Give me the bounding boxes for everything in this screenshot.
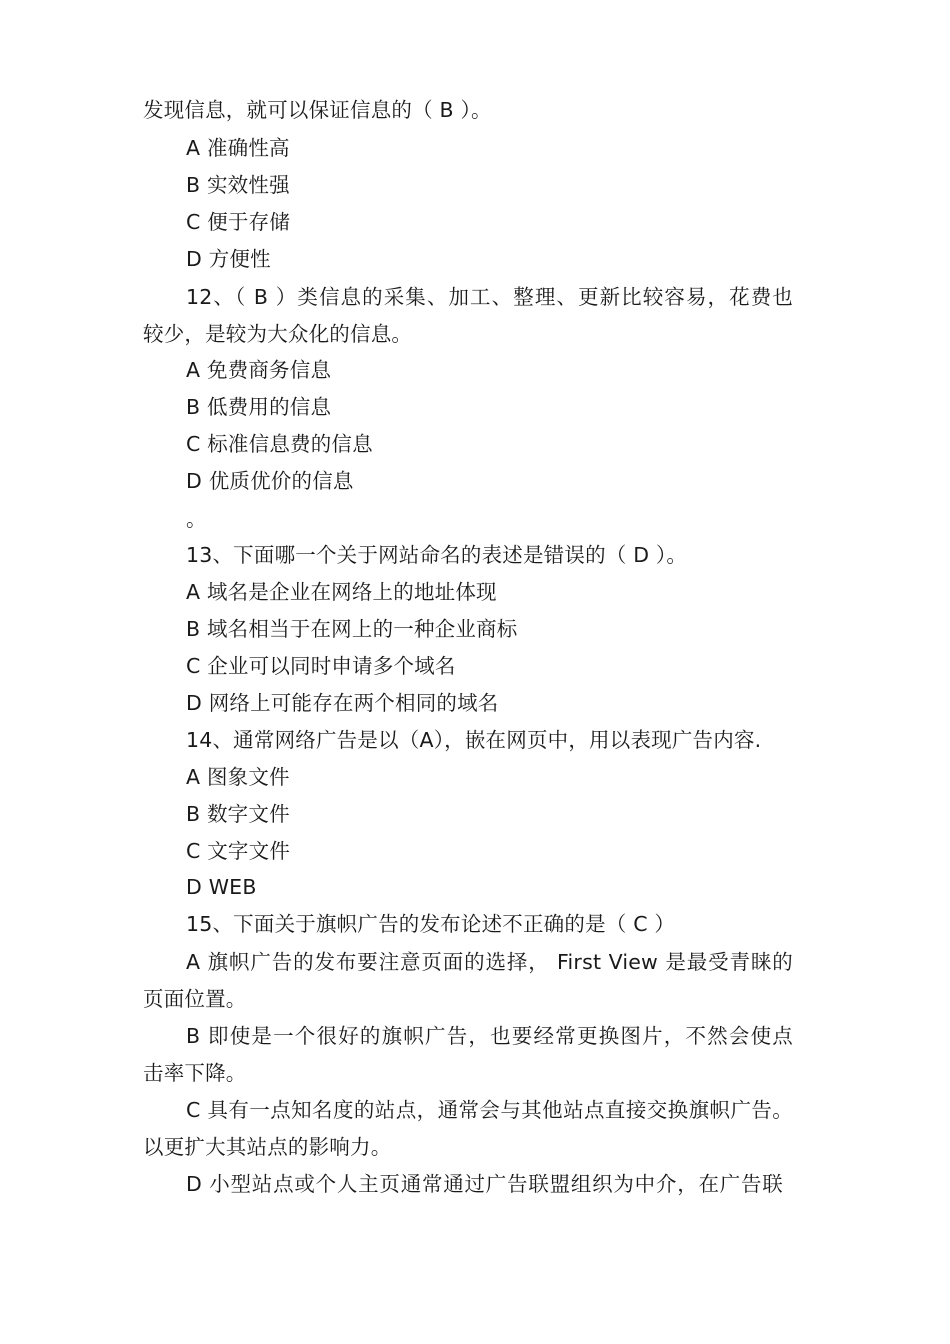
option-line: A 旗帜广告的发布要注意页面的选择， First View 是最受青睐的: [186, 950, 793, 974]
option-line: A 图象文件: [186, 765, 290, 789]
text-line: 发现信息，就可以保证信息的（ B ）。: [143, 98, 492, 122]
option-line: C 企业可以同时申请多个域名: [186, 654, 456, 678]
text-line: 击率下降。: [143, 1061, 247, 1085]
option-line: D 小型站点或个人主页通常通过广告联盟组织为中介，在广告联: [186, 1172, 783, 1196]
option-line: D 网络上可能存在两个相同的域名: [186, 691, 499, 715]
option-line: D WEB: [186, 875, 257, 899]
text-line: 。: [186, 507, 207, 531]
question-line: 15、下面关于旗帜广告的发布论述不正确的是（ C ）: [186, 912, 676, 936]
question-line: 12、（ B ）类信息的采集、加工、整理、更新比较容易，花费也: [186, 285, 793, 309]
option-line: A 域名是企业在网络上的地址体现: [186, 580, 497, 604]
option-line: D 方便性: [186, 247, 271, 271]
option-line: B 实效性强: [186, 173, 290, 197]
question-line: 14、通常网络广告是以（A），嵌在网页中，用以表现广告内容.: [186, 728, 762, 752]
option-line: C 标准信息费的信息: [186, 432, 373, 456]
option-line: C 文字文件: [186, 839, 291, 863]
option-line: A 准确性高: [186, 136, 290, 160]
option-line: B 即使是一个很好的旗帜广告，也要经常更换图片，不然会使点: [186, 1024, 793, 1048]
option-line: B 域名相当于在网上的一种企业商标: [186, 617, 518, 641]
text-line: 较少，是较为大众化的信息。: [143, 322, 413, 346]
text-line: 页面位置。: [143, 987, 247, 1011]
option-line: C 便于存储: [186, 210, 291, 234]
option-line: D 优质优价的信息: [186, 469, 354, 493]
text-line: 以更扩大其站点的影响力。: [143, 1135, 392, 1159]
option-line: B 低费用的信息: [186, 395, 332, 419]
option-line: C 具有一点知名度的站点，通常会与其他站点直接交换旗帜广告。: [186, 1098, 793, 1122]
option-line: B 数字文件: [186, 802, 290, 826]
question-line: 13、下面哪一个关于网站命名的表述是错误的（ D ）。: [186, 543, 688, 567]
option-line: A 免费商务信息: [186, 358, 332, 382]
